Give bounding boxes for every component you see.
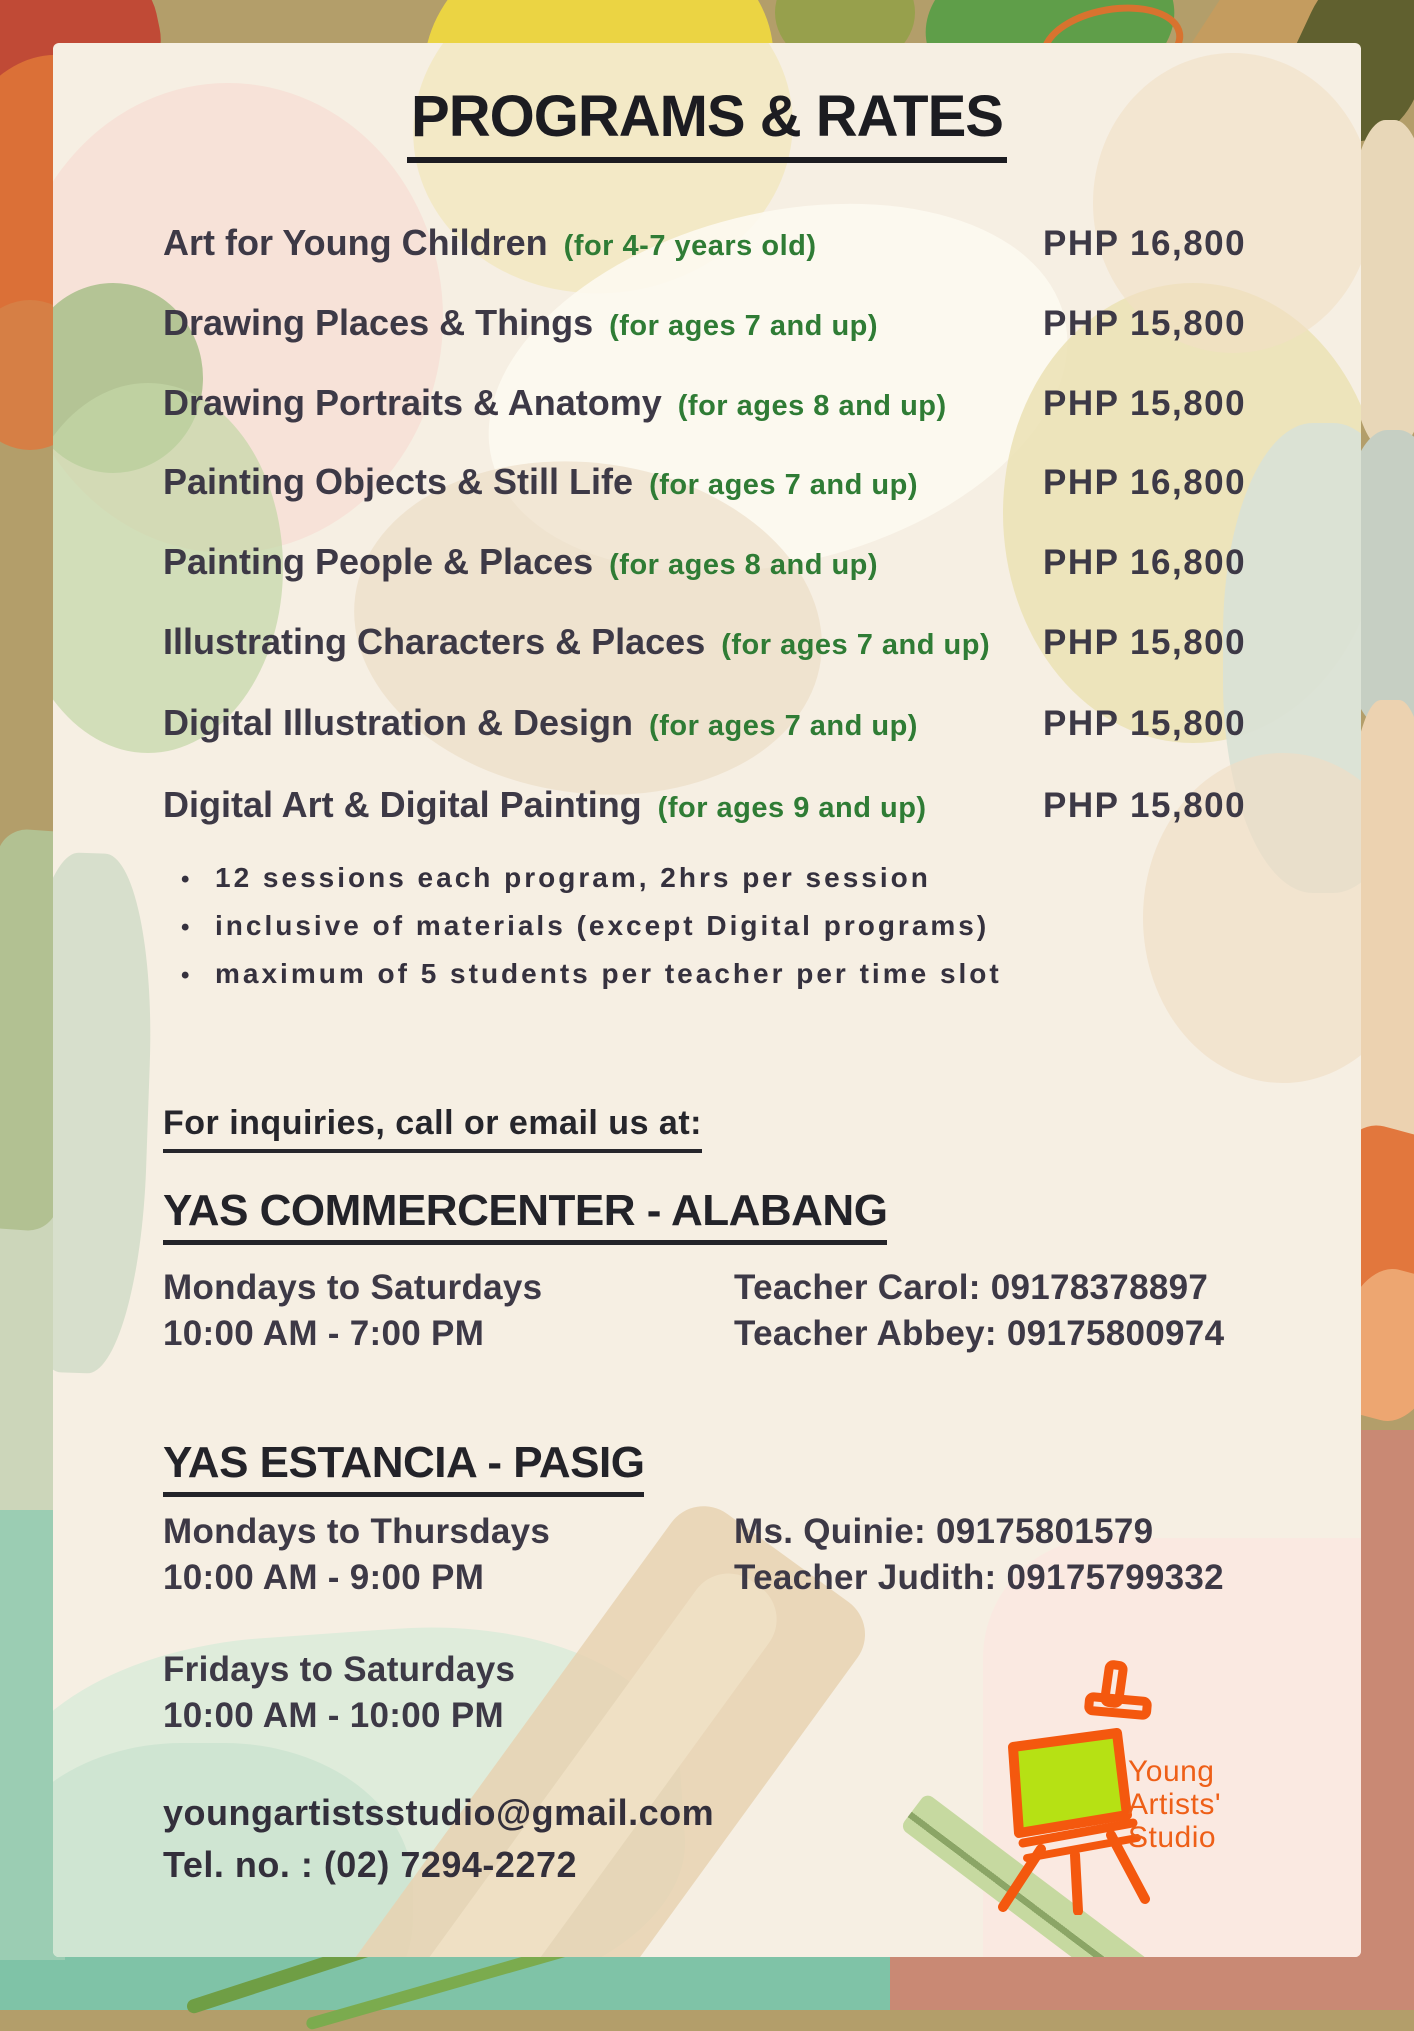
program-row — [163, 702, 1311, 750]
location-heading-text: YAS COMMERCENTER - ALABANG — [163, 1186, 887, 1245]
program-ages: (for ages 8 and up) — [677, 390, 947, 422]
note-text: inclusive of materials (except Digital programs) — [215, 910, 990, 941]
location-heading-alabang — [163, 1186, 887, 1245]
program-ages: (for ages 8 and up) — [609, 549, 879, 581]
location-heading-text: YAS ESTANCIA - PASIG — [163, 1438, 644, 1497]
program-row — [163, 461, 1311, 509]
program-ages: (for ages 7 and up) — [649, 469, 918, 501]
note-item — [163, 958, 1002, 990]
program-row — [163, 302, 1311, 350]
program-price: PHP 15,800 — [1043, 704, 1247, 743]
contact-telephone: Tel. no. : (02) 7294-2272 — [163, 1844, 578, 1885]
logo-line: Artists' — [1128, 1788, 1222, 1821]
program-name: Digital Illustration & Design — [163, 702, 634, 743]
inquiries-heading — [163, 1104, 702, 1153]
program-row — [163, 541, 1311, 589]
note-item — [163, 910, 989, 942]
program-price: PHP 16,800 — [1043, 224, 1247, 263]
program-name: Painting People & Places — [163, 541, 594, 582]
note-text: 12 sessions each program, 2hrs per session — [215, 862, 931, 893]
program-row — [163, 222, 1311, 270]
program-row — [163, 621, 1311, 669]
contact-line: Ms. Quinie: 09175801579 — [734, 1512, 1154, 1551]
contact-email: youngartistsstudio@gmail.com — [163, 1792, 715, 1833]
program-price: PHP 15,800 — [1043, 623, 1247, 662]
poster-card — [53, 43, 1361, 1957]
program-name: Painting Objects & Still Life — [163, 461, 634, 502]
program-price: PHP 15,800 — [1043, 304, 1247, 343]
schedule-days: Mondays to Thursdays — [163, 1512, 551, 1551]
logo-line: Young — [1128, 1755, 1215, 1788]
program-ages: (for ages 9 and up) — [657, 792, 927, 824]
logo-line: Studio — [1128, 1821, 1217, 1854]
program-name: Illustrating Characters & Places — [163, 621, 706, 662]
program-name: Drawing Portraits & Anatomy — [163, 382, 662, 423]
note-item — [163, 862, 931, 894]
contact-line: Teacher Judith: 09175799332 — [734, 1558, 1224, 1597]
schedule-hours: 10:00 AM - 10:00 PM — [163, 1696, 504, 1735]
contact-line: Teacher Carol: 09178378897 — [734, 1268, 1209, 1307]
program-price: PHP 16,800 — [1043, 463, 1247, 502]
inquiries-heading-text: For inquiries, call or email us at: — [163, 1104, 702, 1153]
location-heading-pasig — [163, 1438, 644, 1497]
paint-blob — [0, 1200, 60, 1510]
schedule-hours: 10:00 AM - 9:00 PM — [163, 1558, 485, 1597]
program-price: PHP 15,800 — [1043, 786, 1247, 825]
schedule-hours: 10:00 AM - 7:00 PM — [163, 1314, 485, 1353]
program-name: Digital Art & Digital Painting — [163, 784, 642, 825]
schedule-days: Fridays to Saturdays — [163, 1650, 516, 1689]
program-ages: (for ages 7 and up) — [649, 710, 918, 742]
program-price: PHP 16,800 — [1043, 543, 1247, 582]
program-ages: (for ages 7 and up) — [609, 310, 879, 342]
page-title — [53, 83, 1361, 163]
program-row — [163, 382, 1311, 430]
poster-content — [53, 43, 1361, 1957]
program-price: PHP 15,800 — [1043, 384, 1247, 423]
program-name: Drawing Places & Things — [163, 302, 594, 343]
program-name: Art for Young Children — [163, 222, 548, 263]
schedule-days: Mondays to Saturdays — [163, 1268, 543, 1307]
contact-line: Teacher Abbey: 09175800974 — [734, 1314, 1225, 1353]
page-title-text: PROGRAMS & RATES — [407, 83, 1007, 163]
logo-wordmark — [1128, 1755, 1221, 1854]
note-text: maximum of 5 students per teacher per time slot — [215, 958, 1002, 989]
program-row — [163, 784, 1311, 832]
program-ages: (for 4-7 years old) — [563, 230, 817, 262]
program-ages: (for ages 7 and up) — [721, 629, 991, 661]
